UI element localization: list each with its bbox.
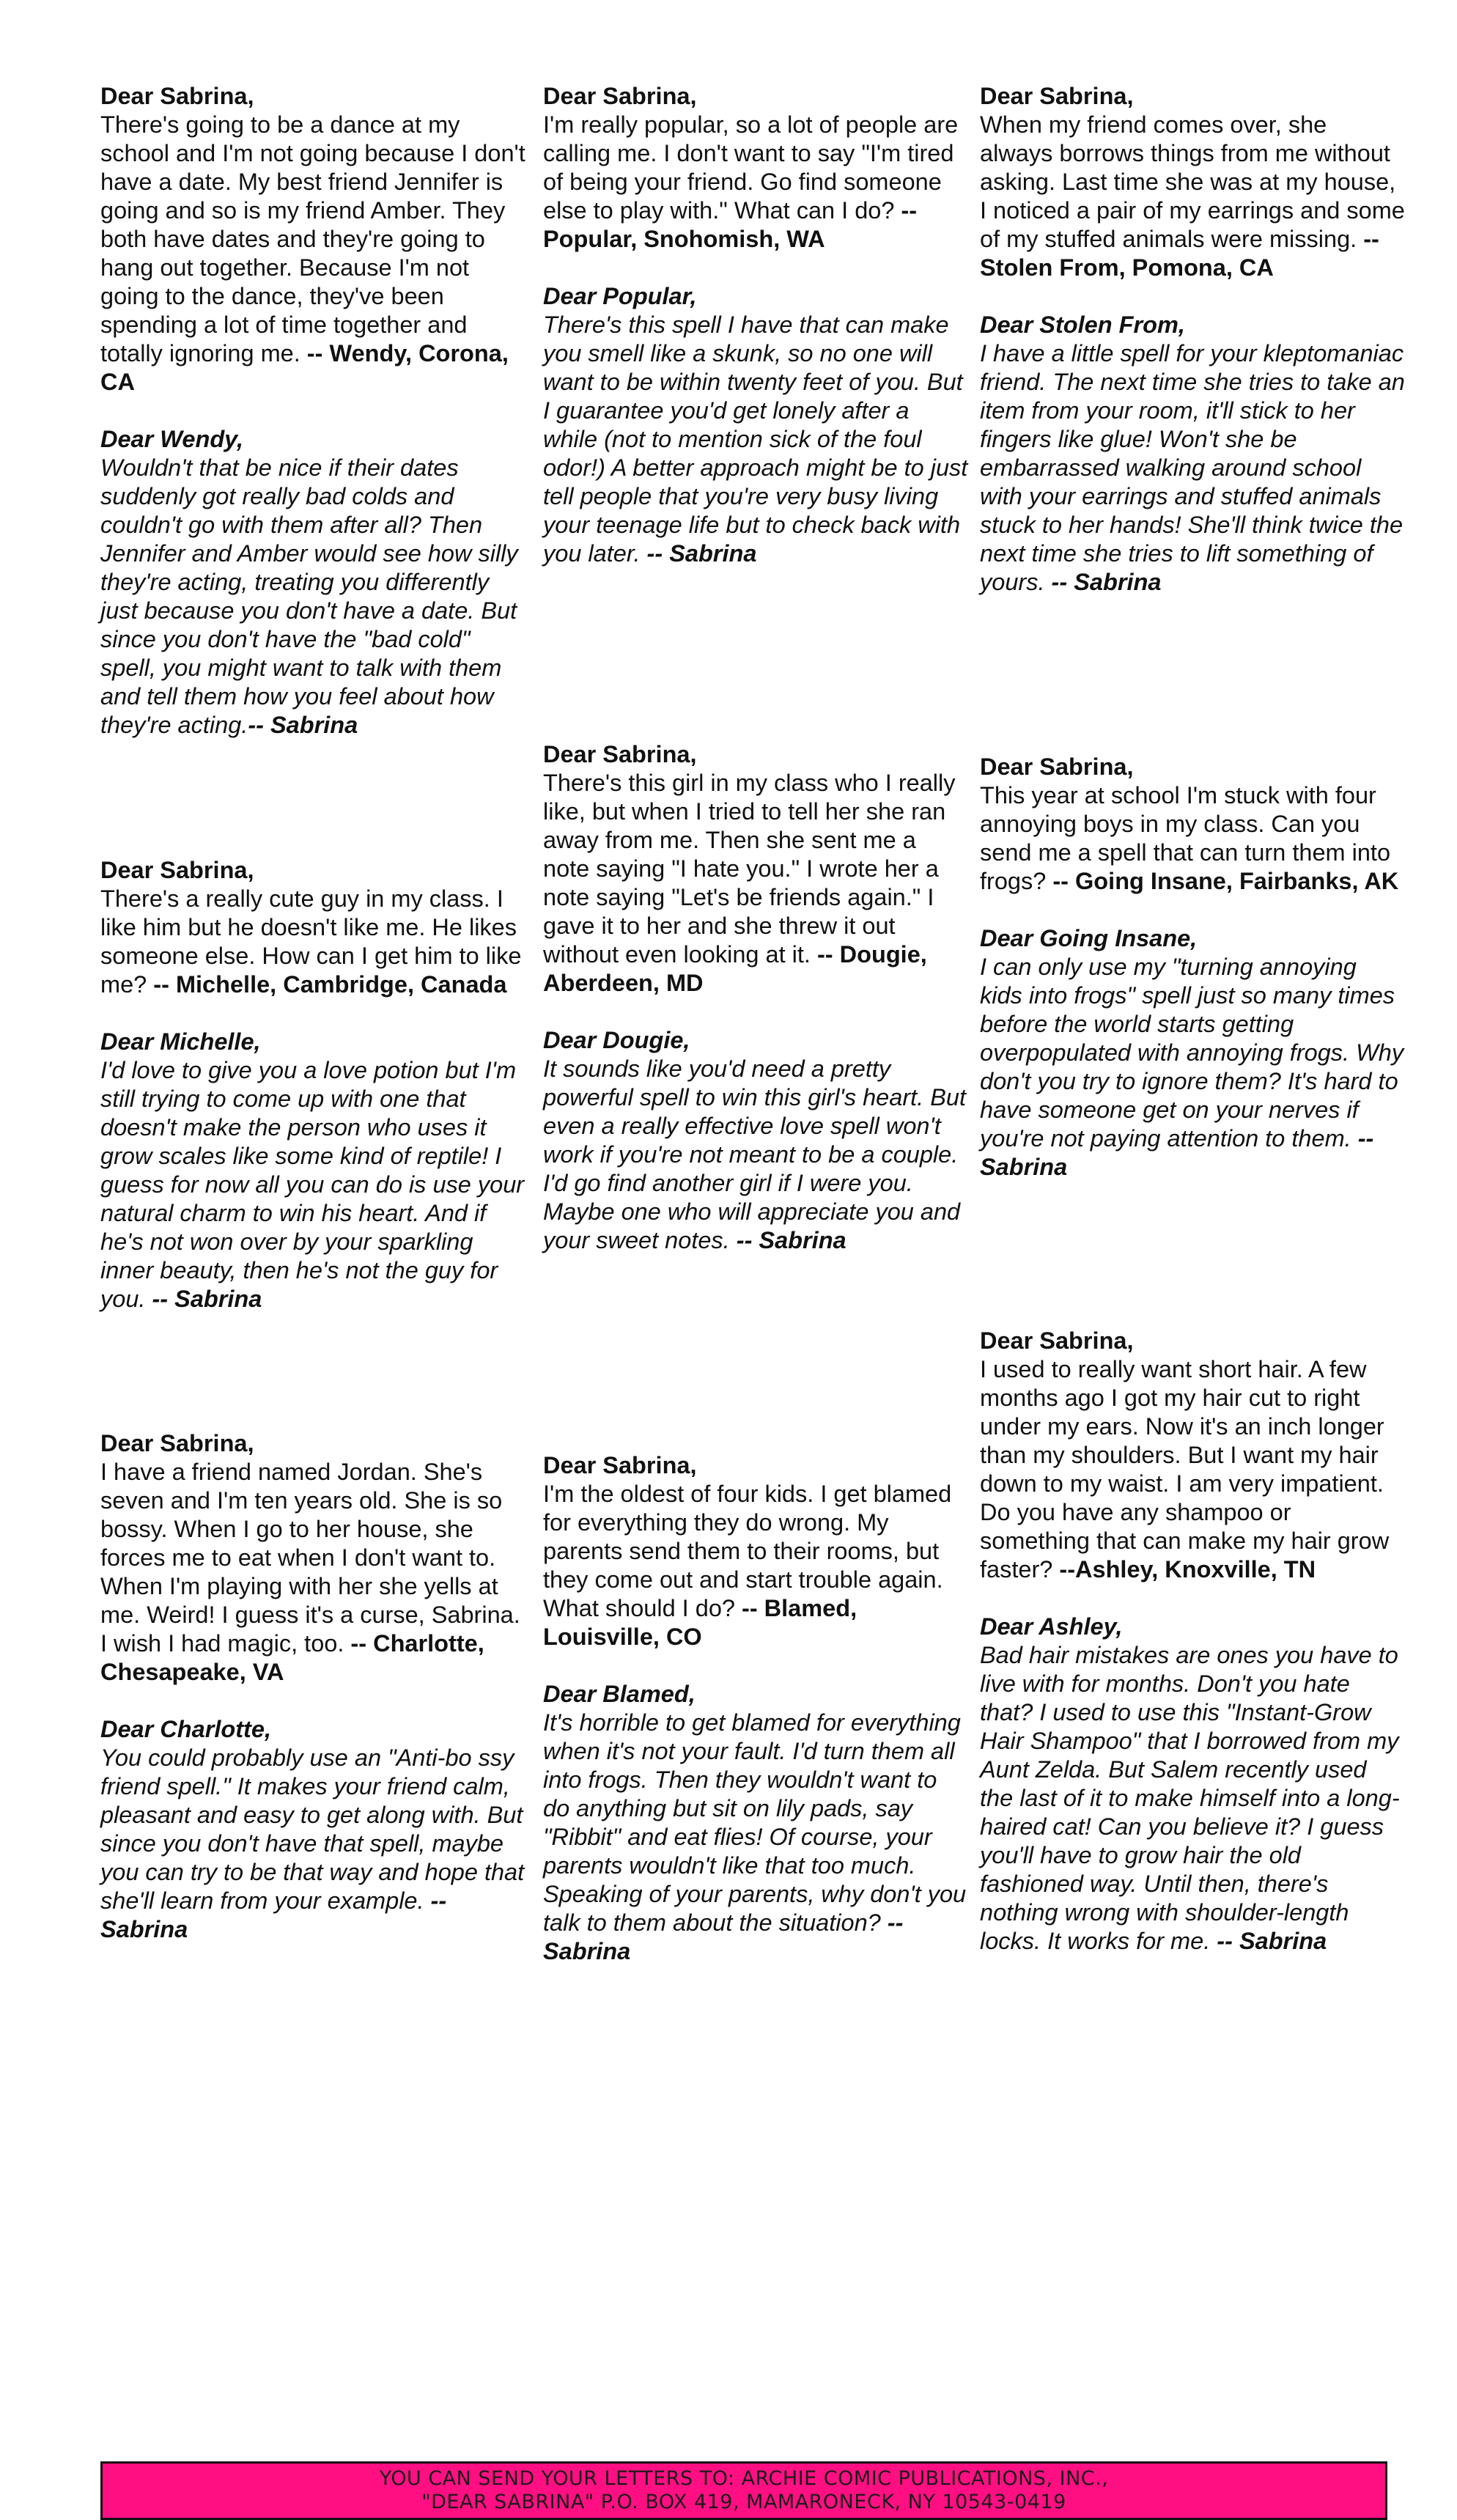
- letter-salutation: Dear Sabrina,: [543, 741, 697, 767]
- reply-salutation: Dear Ashley,: [980, 1613, 1123, 1640]
- reply-salutation: Dear Dougie,: [543, 1027, 690, 1053]
- reply-signature: -- Sabrina: [145, 1286, 262, 1312]
- reader-letter: [980, 753, 1405, 896]
- reply-body: There's this spell I have that can make you smell like a skunk, so no one will want to be within twenty feet of you. But I guarantee you'd get lonely after a while (not to mention sick of the foul odor!) A better approach might be to just tell people that you're very busy living your teenage life but to check back with you later.: [543, 312, 968, 567]
- reply-salutation: Dear Wendy,: [100, 426, 244, 452]
- sabrina-reply: [100, 1028, 525, 1314]
- address-line-2: "DEAR SABRINA" P.O. BOX 419, MAMARONECK, NY 10543-0419: [421, 2491, 1066, 2513]
- reply-signature: -- Sabrina: [543, 1909, 904, 1964]
- letter-entry: [543, 1451, 968, 1966]
- letter-entry: [100, 1429, 525, 1944]
- letter-body: There's this girl in my class who I really like, but when I tried to tell her she ran away from me. Then she sent me a note saying "I hate you." I wrote her a note saying "Let's be friends again." I gave it to her and she threw it out without even looking at it.: [543, 770, 956, 968]
- reply-signature: -- Sabrina: [100, 1887, 447, 1942]
- letter-body: There's a really cute guy in my class. I like him but he doesn't like me. He likes someone else. How can I get him to like me?: [100, 885, 522, 998]
- letter-salutation: Dear Sabrina,: [543, 83, 697, 109]
- letter-body: I'm really popular, so a lot of people are calling me. I don't want to say "I'm tired of being your friend. Go find someone else to play with." What can I do?: [543, 111, 959, 224]
- letter-entry: [980, 1327, 1405, 1956]
- reply-signature: -- Sabrina: [729, 1227, 846, 1253]
- letter-body: I used to really want short hair. A few months ago I got my hair cut to right under my ears. Now it's an inch longer than my shoulders. But I want my hair down to my waist. I am very impatient. Do you have any shampoo or something that can make my hair grow faster?: [980, 1356, 1390, 1583]
- reply-salutation: Dear Going Insane,: [980, 925, 1198, 951]
- letter-signature: -- Wendy, Corona, CA: [100, 340, 509, 395]
- reply-salutation: Dear Blamed,: [543, 1681, 696, 1707]
- reader-letter: [100, 82, 525, 397]
- letter-salutation: Dear Sabrina,: [543, 1452, 697, 1478]
- letter-signature: -- Charlotte, Chesapeake, VA: [100, 1630, 484, 1685]
- letter-signature: -- Popular, Snohomish, WA: [543, 197, 918, 252]
- reply-body: I can only use my "turning annoying kids into frogs" spell just so many times before the world starts getting overpopulated with annoying frogs. Why don't you try to ignore them? It's hard to have someone get on your nerves if you're not paying attention to them.: [980, 954, 1404, 1152]
- reply-body: It's horrible to get blamed for everything when it's not your fault. I'd turn them all into frogs. Then they wouldn't want to do anything but sit on lily pads, say "Ribbit" and eat flies! Of course, your parents wouldn't like that too much. Speaking of your parents, why don't you talk to them about the situation?: [543, 1709, 967, 1936]
- letter-entry: [543, 82, 968, 568]
- letter-signature: -- Going Insane, Fairbanks, AK: [1046, 868, 1399, 894]
- letter-salutation: Dear Sabrina,: [980, 83, 1134, 109]
- letter-signature: -- Stolen From, Pomona, CA: [980, 226, 1379, 281]
- letter-entry: [100, 82, 525, 740]
- reader-letter: [543, 1451, 968, 1651]
- letter-salutation: Dear Sabrina,: [100, 857, 254, 883]
- letter-signature: --Ashley, Knoxville, TN: [1052, 1556, 1316, 1583]
- reader-letter: [543, 82, 968, 254]
- reply-salutation: Dear Charlotte,: [100, 1716, 271, 1742]
- sabrina-reply: [543, 1680, 968, 1966]
- letter-body: I'm the oldest of four kids. I get blamed for everything they do wrong. My parents send them to their rooms, but they come out and start trouble again. What should I do?: [543, 1481, 952, 1621]
- sabrina-reply: [100, 1715, 525, 1944]
- sabrina-reply: [980, 924, 1405, 1182]
- letter-body: I have a friend named Jordan. She's seven and I'm ten years old. She is so bossy. When I go to her house, she forces me to eat when I don't want to. When I'm playing with her she yells at me. Weird! I guess it's a curse, Sabrina. I wish I had magic, too.: [100, 1459, 520, 1657]
- sabrina-reply: [100, 425, 525, 740]
- letter-entry: [980, 753, 1405, 1182]
- sabrina-reply: [980, 311, 1405, 597]
- letter-salutation: Dear Sabrina,: [980, 754, 1134, 780]
- reply-body: It sounds like you'd need a pretty powerful spell to win this girl's heart. But even a really effective love spell won't work if you're not meant to be a couple. I'd go find another girl if I were you. Maybe one who will appreciate you and your sweet notes.: [543, 1055, 967, 1253]
- reader-letter: [543, 740, 968, 998]
- letter-entry: [980, 82, 1405, 597]
- reply-salutation: Dear Michelle,: [100, 1028, 261, 1055]
- letter-salutation: Dear Sabrina,: [100, 83, 254, 109]
- reply-signature: -- Sabrina: [1044, 569, 1162, 595]
- reply-body: I have a little spell for your kleptomaniac friend. The next time she tries to take an item from your room, it'll stick to her fingers like glue! Won't she be embarrassed walking around school with your earrings and stuffed animals stuck to her hands! She'll think twice the next time she tries to lift something of yours.: [980, 340, 1405, 595]
- reader-letter: [100, 856, 525, 999]
- reply-signature: -- Sabrina: [640, 540, 757, 567]
- reply-signature: -- Sabrina: [980, 1125, 1374, 1180]
- reply-body: I'd love to give you a love potion but I'm still trying to come up with one that doesn't make the person who uses it grow scales like some kind of reptile! I guess for now all you can do is use your natural charm to win his heart. And if he's not won over by your sparkling inner beauty, then he's not the guy for you.: [100, 1057, 525, 1312]
- letter-entry: [543, 740, 968, 1255]
- letter-body: This year at school I'm stuck with four annoying boys in my class. Can you send me a spell that can turn them into frogs?: [980, 782, 1391, 894]
- address-line-1: YOU CAN SEND YOUR LETTERS TO: ARCHIE COMIC PUBLICATIONS, INC.,: [379, 2467, 1109, 2490]
- letter-body: There's going to be a dance at my school and I'm not going because I don't have a date. My best friend Jennifer is going and so is my friend Amber. They both have dates and they're going to hang out together. Because I'm not going to the dance, they've been spending a lot of time together and totally ignoring me.: [100, 111, 525, 366]
- reply-body: Bad hair mistakes are ones you have to live with for months. Don't you hate that? I used to use this "Instant-Grow Hair Shampoo" that I borrowed from my Aunt Zelda. But Salem recently used the last of it to make himself into a long-haired cat! Can you believe it? I guess you'll have to grow hair the old fashioned way. Until then, there's nothing wrong with shoulder-length locks. It works for me.: [980, 1642, 1400, 1954]
- reply-body: You could probably use an "Anti-bo ssy friend spell." It makes your friend calm, pleasant and easy to get along with. But since you don't have that spell, maybe you can try to be that way and hope that she'll learn from your example.: [100, 1745, 525, 1914]
- reader-letter: [980, 1327, 1405, 1584]
- letter-signature: -- Dougie, Aberdeen, MD: [543, 941, 927, 996]
- reply-signature: -- Sabrina: [1210, 1928, 1327, 1954]
- letter-entry: [100, 856, 525, 1314]
- reply-body: Wouldn't that be nice if their dates suddenly got really bad colds and couldn't go with them after all? Then Jennifer and Amber would see how silly they're acting, treating you differently just because you don't have a date. But since you don't have the "bad cold" spell, you might want to talk with them and tell them how you feel about how they're acting.: [100, 454, 518, 738]
- reader-letter: [980, 82, 1405, 282]
- letter-body: When my friend comes over, she always borrows things from me without asking. Last time she was at my house, I noticed a pair of my earrings and some of my stuffed animals were missing.: [980, 111, 1405, 252]
- reply-signature: -- Sabrina: [248, 712, 358, 738]
- sabrina-reply: [980, 1613, 1405, 1956]
- reply-salutation: Dear Popular,: [543, 283, 697, 309]
- sabrina-reply: [543, 1026, 968, 1255]
- sabrina-reply: [543, 282, 968, 568]
- mailing-address-banner: [100, 2461, 1387, 2520]
- letter-salutation: Dear Sabrina,: [100, 1430, 254, 1456]
- letter-signature: -- Michelle, Cambridge, Canada: [147, 971, 507, 998]
- letter-salutation: Dear Sabrina,: [980, 1327, 1134, 1354]
- letter-signature: -- Blamed, Louisville, CO: [543, 1595, 857, 1650]
- reply-salutation: Dear Stolen From,: [980, 312, 1185, 338]
- reader-letter: [100, 1429, 525, 1687]
